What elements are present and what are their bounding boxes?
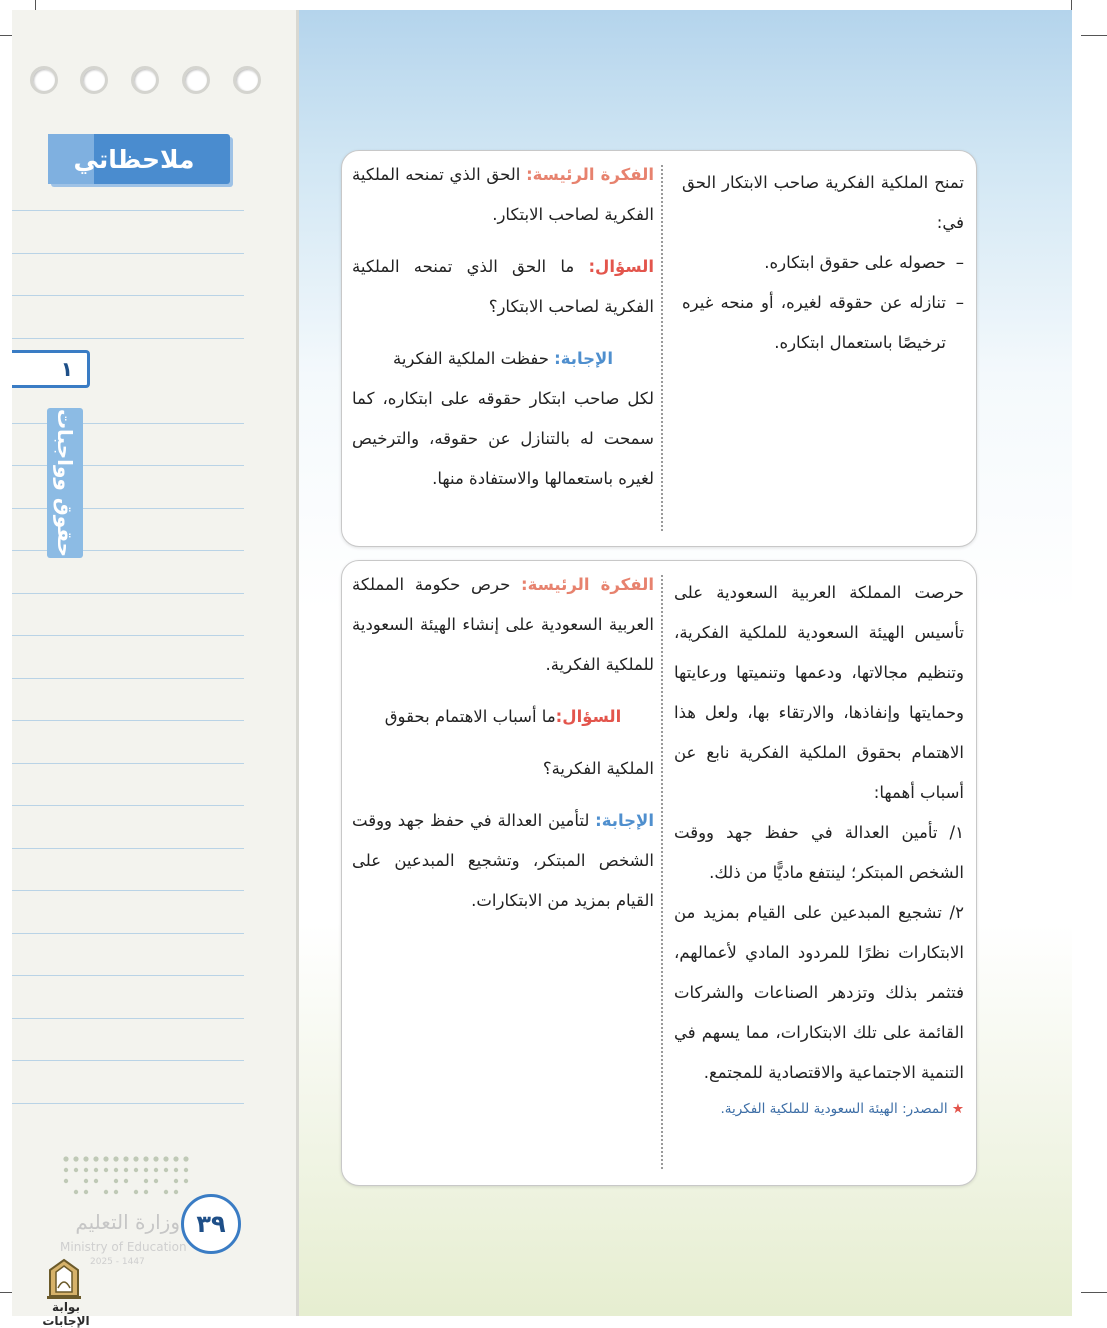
ruled-line — [12, 890, 244, 891]
notes-label: ملاحظاتي — [48, 134, 230, 184]
ruled-line — [12, 635, 244, 636]
card1-bullet: – حصوله على حقوق ابتكاره. — [682, 243, 964, 283]
card2-left-column — [352, 565, 654, 921]
question-text: ما الحق الذي تمنحه الملكية الفكرية لصاحب الابتكار؟ — [352, 257, 654, 316]
question-label: السؤال: — [555, 707, 622, 726]
card1-left-column — [352, 155, 654, 499]
ruled-line — [12, 338, 244, 339]
ruled-line — [12, 295, 244, 296]
card2-right-column — [674, 573, 964, 1123]
idea-label: الفكرة الرئيسة: — [521, 575, 655, 594]
unit-title-tab — [47, 408, 83, 558]
ruled-line — [12, 678, 244, 679]
card2-point-1: ١/ تأمين العدالة في حفظ جهد ووقت الشخص المبتكر؛ لينتفع ماديًّا من ذلك. — [674, 823, 964, 882]
binder-hole — [30, 66, 58, 94]
column-divider — [661, 165, 663, 531]
content-card-2 — [341, 560, 977, 1186]
answer-label: الإجابة: — [595, 811, 655, 830]
unit-number-badge — [12, 350, 90, 388]
card2-body: حرصت المملكة العربية السعودية على تأسيس الهيئة السعودية للملكية الفكرية، وتنظيم مجالاتها، ودعمها وتنميتها ورعايتها وحمايتها وإنفاذها، والارتقاء بها، ولعل هذا الاهتمام بحقوق الملكية الفكرية نابع عن أسباب أهمها: — [674, 583, 964, 802]
notes-sidebar — [12, 10, 299, 1316]
page-number — [181, 1194, 241, 1254]
answer-text: لتأمين العدالة في حفظ جهد ووقت الشخص المبتكر، وتشجيع المبدعين على القيام بمزيد من الابتكارات. — [352, 811, 654, 910]
ruled-line — [12, 1103, 244, 1104]
ruled-line — [12, 975, 244, 976]
binder-hole — [182, 66, 210, 94]
ruled-line — [12, 1018, 244, 1019]
crop-mark — [1081, 1292, 1107, 1293]
source-text: الهيئة السعودية للملكية الفكرية. — [720, 1101, 898, 1117]
binder-hole — [131, 66, 159, 94]
ministry-logo-dots-icon — [62, 1154, 194, 1200]
idea-text: حرص حكومة المملكة العربية السعودية على إنشاء الهيئة السعودية للملكية الفكرية. — [352, 575, 654, 674]
page-number-text: ٣٩ — [196, 1210, 226, 1238]
idea-text: الحق الذي تمنحه الملكية الفكرية لصاحب الابتكار. — [352, 165, 654, 224]
unit-number: ١ — [60, 357, 73, 381]
ministry-year: 2025 - 1447 — [90, 1257, 145, 1267]
ruled-line — [12, 805, 244, 806]
question-label: السؤال: — [588, 257, 655, 276]
ruled-line — [12, 1060, 244, 1061]
answers-portal-logo-icon — [44, 1258, 84, 1300]
source-label: المصدر: — [902, 1101, 948, 1117]
unit-title: حقوق وواجبات — [53, 408, 78, 558]
ruled-line — [12, 848, 244, 849]
content-card-1 — [341, 150, 977, 547]
answer-text: حفظت الملكية الفكرية — [392, 349, 549, 368]
ruled-line — [12, 763, 244, 764]
ruled-line — [12, 210, 244, 211]
card1-right-column — [682, 163, 964, 363]
ministry-name-arabic: وزارة التعليم — [75, 1210, 180, 1234]
question-text: ما أسباب الاهتمام بحقوق — [384, 707, 556, 726]
column-divider — [661, 575, 663, 1169]
ruled-line — [12, 933, 244, 934]
card1-bullet: – تنازله عن حقوقه لغيره، أو منحه غيره ترخيصًا باستعمال ابتكاره. — [682, 283, 964, 363]
question-text-continued: الملكية الفكرية؟ — [542, 759, 654, 778]
binder-hole — [80, 66, 108, 94]
binder-hole — [233, 66, 261, 94]
answer-label: الإجابة: — [554, 349, 614, 368]
ruled-line — [12, 253, 244, 254]
crop-mark — [1081, 35, 1107, 36]
ruled-line — [12, 720, 244, 721]
answer-text-continued: لكل صاحب ابتكار حقوقه على ابتكاره، كما سمحت له بالتنازل عن حقوقه، والترخيص لغيره باستعمالها والاستفادة منها. — [352, 389, 654, 488]
ministry-name-english: Ministry of Education — [60, 1240, 187, 1254]
watermark-text: بوابة الإجابات — [42, 1300, 90, 1328]
card1-intro: تمنح الملكية الفكرية صاحب الابتكار الحق في: — [682, 173, 964, 232]
idea-label: الفكرة الرئيسة: — [526, 165, 654, 184]
card2-point-2: ٢/ تشجيع المبدعين على القيام بمزيد من الابتكارات نظرًا للمردود المادي لأعمالهم، فتثمر بذلك وتزدهر الصناعات والشركات القائمة على تلك الابتكارات، مما يسهم في التنمية الاجتماعية والاقتصادية للمجتمع. — [674, 903, 964, 1082]
star-icon: ★ — [951, 1101, 964, 1117]
ruled-line — [12, 593, 244, 594]
